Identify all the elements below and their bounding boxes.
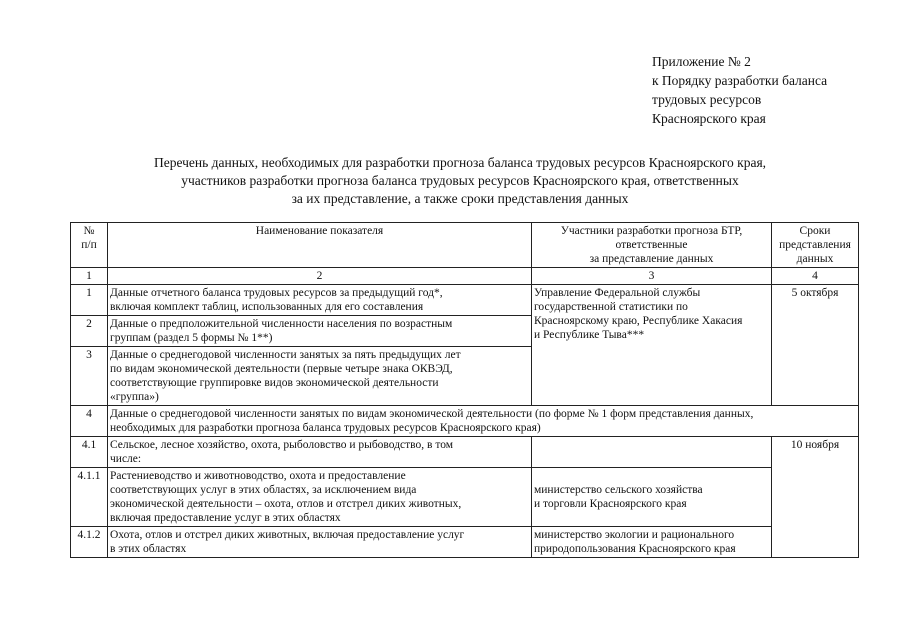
data-table [70, 222, 859, 558]
row-participant: министерство сельского хозяйства и торговли Красноярского края [532, 468, 772, 527]
row-deadline: 10 ноября [772, 437, 859, 558]
row-number: 2 [71, 316, 108, 347]
header-deadline: Сроки представления данных [772, 223, 859, 268]
table-row [71, 285, 859, 316]
appendix-line: Приложение № 2 [652, 54, 751, 69]
appendix-note [652, 52, 827, 128]
header-num: № п/п [71, 223, 108, 268]
appendix-line: Красноярского края [652, 111, 766, 126]
row-number: 1 [71, 285, 108, 316]
row-deadline: 5 октября [772, 285, 859, 406]
title-line: за их представление, а также сроки представления данных [291, 191, 629, 206]
row-name: Охота, отлов и отстрел диких животных, включая предоставление услуг в этих областях [108, 527, 532, 558]
table-row [71, 527, 859, 558]
row-name: Данные о предположительной численности населения по возрастным группам (раздел 5 формы № 1**) [108, 316, 532, 347]
table-row [71, 406, 859, 437]
row-participant: министерство экологии и рационального природопользования Красноярского края [532, 527, 772, 558]
row-name: Данные о среднегодовой численности занятых за пять предыдущих лет по видам экономической деятельности (первые четыре знака ОКВЭД, соответствующие группировке видов экономической деятельности «группа») [108, 347, 532, 406]
table-row [71, 437, 859, 468]
header-row [71, 223, 859, 268]
row-name: Данные отчетного баланса трудовых ресурсов за предыдущий год*, включая комплект таблиц, использованных для его составления [108, 285, 532, 316]
col-number: 1 [71, 268, 108, 285]
row-name: Сельское, лесное хозяйство, охота, рыболовство и рыбоводство, в том числе: [108, 437, 532, 468]
column-number-row [71, 268, 859, 285]
row-participant: Управление Федеральной службы государственной статистики по Красноярскому краю, Республике Хакасия и Республике Тыва*** [532, 285, 772, 406]
row-number: 4.1.2 [71, 527, 108, 558]
col-number: 4 [772, 268, 859, 285]
header-name: Наименование показателя [108, 223, 532, 268]
header-participants: Участники разработки прогноза БТР, ответственные за представление данных [532, 223, 772, 268]
row-number: 4.1 [71, 437, 108, 468]
appendix-line: к Порядку разработки баланса [652, 73, 828, 88]
document-title [60, 154, 860, 208]
row-number: 4.1.1 [71, 468, 108, 527]
table-row [71, 468, 859, 527]
row-number: 3 [71, 347, 108, 406]
appendix-line: трудовых ресурсов [652, 92, 762, 107]
row-number: 4 [71, 406, 108, 437]
col-number: 3 [532, 268, 772, 285]
title-line: участников разработки прогноза баланса трудовых ресурсов Красноярского края, ответственных [181, 173, 739, 188]
row-name: Данные о среднегодовой численности занятых по видам экономической деятельности (по форме № 1 форм представления данных, необходимых для разработки прогноза баланса трудовых ресурсов Красноярского края) [108, 406, 859, 437]
row-participant [532, 437, 772, 468]
col-number: 2 [108, 268, 532, 285]
row-name: Растениеводство и животноводство, охота и предоставление соответствующих услуг в этих областях, за исключением вида экономической деятельности – охота, отлов и отстрел диких животных, включая предоставление услуг в этих областях [108, 468, 532, 527]
title-line: Перечень данных, необходимых для разработки прогноза баланса трудовых ресурсов Красноярского края, [153, 155, 767, 170]
